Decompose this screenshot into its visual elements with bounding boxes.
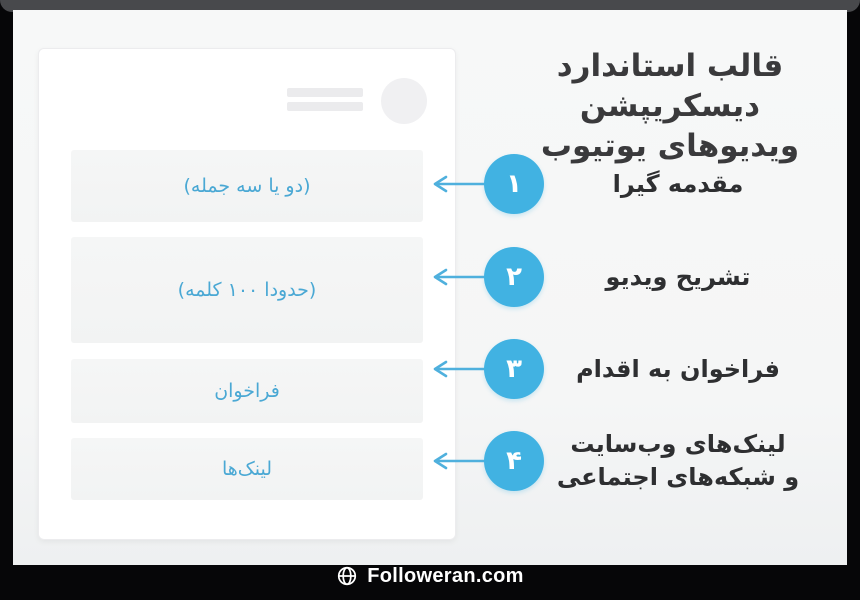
arrow-left-icon (429, 266, 487, 288)
step-circle-1 (484, 154, 544, 214)
page-title (480, 46, 860, 166)
step-number-4: ۴ (506, 446, 522, 476)
arrow-left-icon (429, 173, 487, 195)
step-number-2: ۲ (506, 262, 522, 292)
template-box-description-text: (حدودا ۱۰۰ کلمه) (177, 279, 317, 301)
step-label-3: فراخوان به اقدام (576, 355, 780, 383)
channel-avatar (381, 78, 427, 124)
step-number-1: ۱ (506, 169, 522, 199)
template-box-description (71, 237, 423, 343)
step-circle-2 (484, 247, 544, 307)
footer-brand: Followeran.com (367, 564, 524, 587)
template-box-cta-text: فراخوان (214, 380, 280, 402)
content-area (13, 10, 847, 565)
arrow-left-icon (429, 450, 487, 472)
globe-icon (336, 565, 358, 587)
step-label-4 (548, 428, 808, 494)
step-circle-3 (484, 339, 544, 399)
page-title-line-2: ویدیوهای یوتیوب (540, 128, 800, 164)
template-box-links (71, 438, 423, 500)
step-label-2: تشریح ویدیو (605, 263, 751, 291)
skeleton-text-line-2 (287, 102, 363, 111)
step-circle-4 (484, 431, 544, 491)
step-label-4-line-1: لینک‌های وب‌سایت (570, 430, 786, 458)
arrow-left-icon (429, 358, 487, 380)
step-number-3: ۳ (506, 354, 522, 384)
description-template-card (38, 48, 456, 540)
template-box-intro (71, 150, 423, 222)
template-box-intro-text: (دو یا سه جمله) (183, 175, 311, 197)
step-label-1: مقدمه گیرا (612, 170, 744, 198)
template-box-links-text: لینک‌ها (221, 458, 273, 480)
skeleton-text-line-1 (287, 88, 363, 97)
footer (0, 563, 860, 589)
page-title-line-1: قالب استاندارد دیسکریپشن (556, 48, 784, 124)
template-box-cta (71, 359, 423, 423)
step-label-4-line-2: و شبکه‌های اجتماعی (556, 463, 800, 491)
